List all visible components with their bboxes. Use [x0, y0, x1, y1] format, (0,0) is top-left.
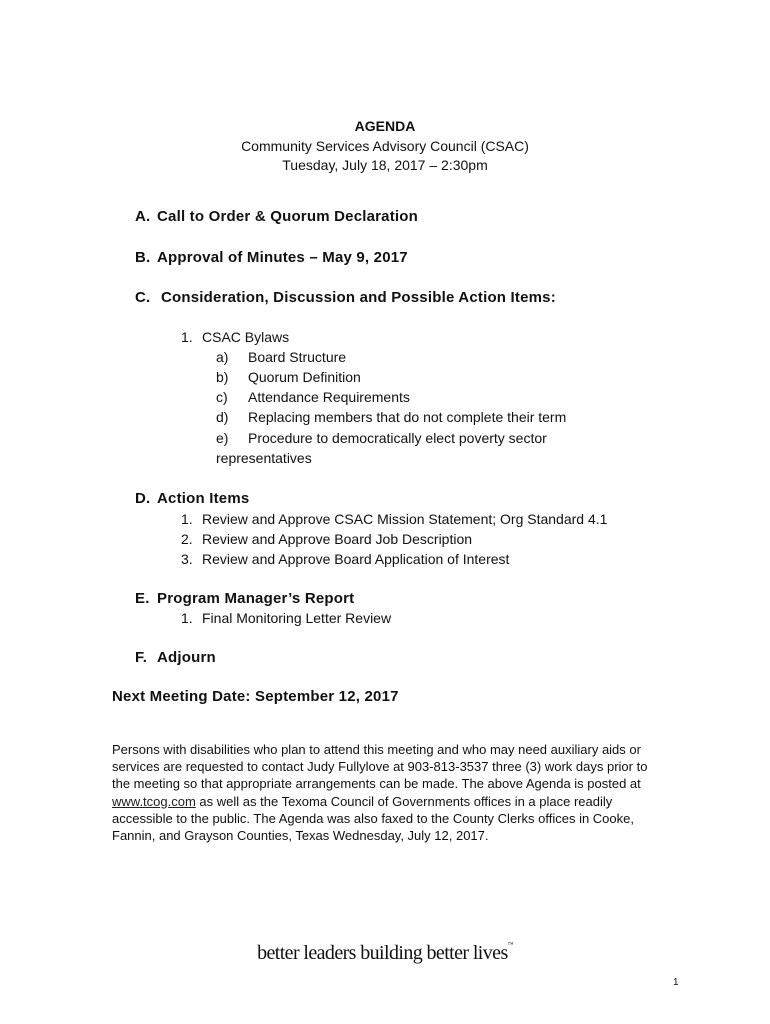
subitem-replacing-members: [216, 409, 566, 425]
section-d-marker: D.: [135, 490, 151, 507]
list-item-marker: 2.: [181, 531, 193, 547]
accessibility-notice: [112, 741, 652, 844]
section-e-heading: [135, 590, 354, 607]
subitem-board-structure: [216, 349, 346, 365]
page-number: 1: [673, 977, 679, 988]
section-c-label: Consideration, Discussion and Possible Action Items:: [161, 289, 556, 306]
subitem-label: Board Structure: [248, 349, 347, 365]
section-b-heading: [135, 249, 408, 266]
list-item-label: Final Monitoring Letter Review: [202, 610, 392, 626]
subitem-elect-procedure-continuation: representatives: [216, 450, 312, 466]
section-c-marker: C.: [135, 289, 151, 306]
subitem-marker: a): [216, 349, 229, 365]
footer-tagline: [0, 942, 770, 965]
list-item-job-description: [181, 531, 472, 547]
notice-text-part1: Persons with disabilities who plan to attend this meeting and who may need auxiliary aids or services are requested to contact Judy Fullylove at 903-813-3537 three (3) work days prior to the meeting so that appropriate arrangements can be made. The above Agenda is posted at: [112, 742, 648, 792]
section-d-label: Action Items: [157, 490, 250, 507]
subitem-elect-procedure: [216, 430, 547, 446]
section-d-heading: [135, 490, 249, 507]
section-c-heading: [135, 289, 556, 306]
list-item-label: Review and Approve Board Job Description: [202, 531, 473, 547]
list-item-application-of-interest: [181, 551, 509, 567]
notice-text-part2: as well as the Texoma Council of Governments offices in a place readily accessible to the public. The Agenda was also faxed to the County Clerks offices in Cooke, Fannin, and Grayson Counties, Texas Wednesday, July 12, 2017.: [112, 793, 634, 844]
subitem-label: Replacing members that do not complete their term: [248, 409, 567, 425]
agenda-title: AGENDA: [354, 118, 416, 134]
subitem-marker: e): [216, 430, 229, 446]
section-f-label: Adjourn: [157, 649, 216, 666]
list-item-label: CSAC Bylaws: [202, 329, 290, 345]
list-item-marker: 1.: [181, 511, 193, 527]
section-f-marker: F.: [135, 649, 148, 666]
section-f-heading: [135, 649, 216, 666]
meeting-date-time: Tuesday, July 18, 2017 – 2:30pm: [282, 157, 488, 173]
section-a-heading: [135, 208, 418, 225]
tagline-text: better leaders building better lives: [257, 942, 508, 964]
section-a-label: Call to Order & Quorum Declaration: [157, 208, 419, 225]
list-item-csac-bylaws: [181, 329, 289, 345]
next-meeting-date: Next Meeting Date: September 12, 2017: [112, 688, 399, 705]
section-e-marker: E.: [135, 590, 150, 607]
subitem-marker: c): [216, 389, 228, 405]
list-item-marker: 1.: [181, 610, 193, 626]
list-item-marker: 3.: [181, 551, 193, 567]
section-a-marker: A.: [135, 208, 151, 225]
subitem-label: Procedure to democratically elect poverty sector: [248, 430, 547, 446]
section-e-label: Program Manager’s Report: [157, 590, 355, 607]
subitem-marker: d): [216, 409, 229, 425]
agenda-subtitle: Community Services Advisory Council (CSAC): [241, 138, 529, 154]
list-item-mission-statement: [181, 511, 607, 527]
trademark-symbol: ™: [507, 942, 513, 948]
list-item-monitoring-letter: [181, 610, 391, 626]
section-b-label: Approval of Minutes – May 9, 2017: [157, 249, 408, 266]
list-item-label: Review and Approve CSAC Mission Statement; Org Standard 4.1: [202, 511, 608, 527]
subitem-label: Attendance Requirements: [248, 389, 410, 405]
subitem-quorum-definition: [216, 369, 361, 385]
list-item-marker: 1.: [181, 329, 193, 345]
subitem-marker: b): [216, 369, 229, 385]
section-b-marker: B.: [135, 249, 151, 266]
list-item-label: Review and Approve Board Application of Interest: [202, 551, 510, 567]
subitem-attendance-requirements: [216, 389, 410, 405]
tcog-website-link[interactable]: www.tcog.com: [112, 793, 196, 809]
subitem-label: Quorum Definition: [248, 369, 361, 385]
